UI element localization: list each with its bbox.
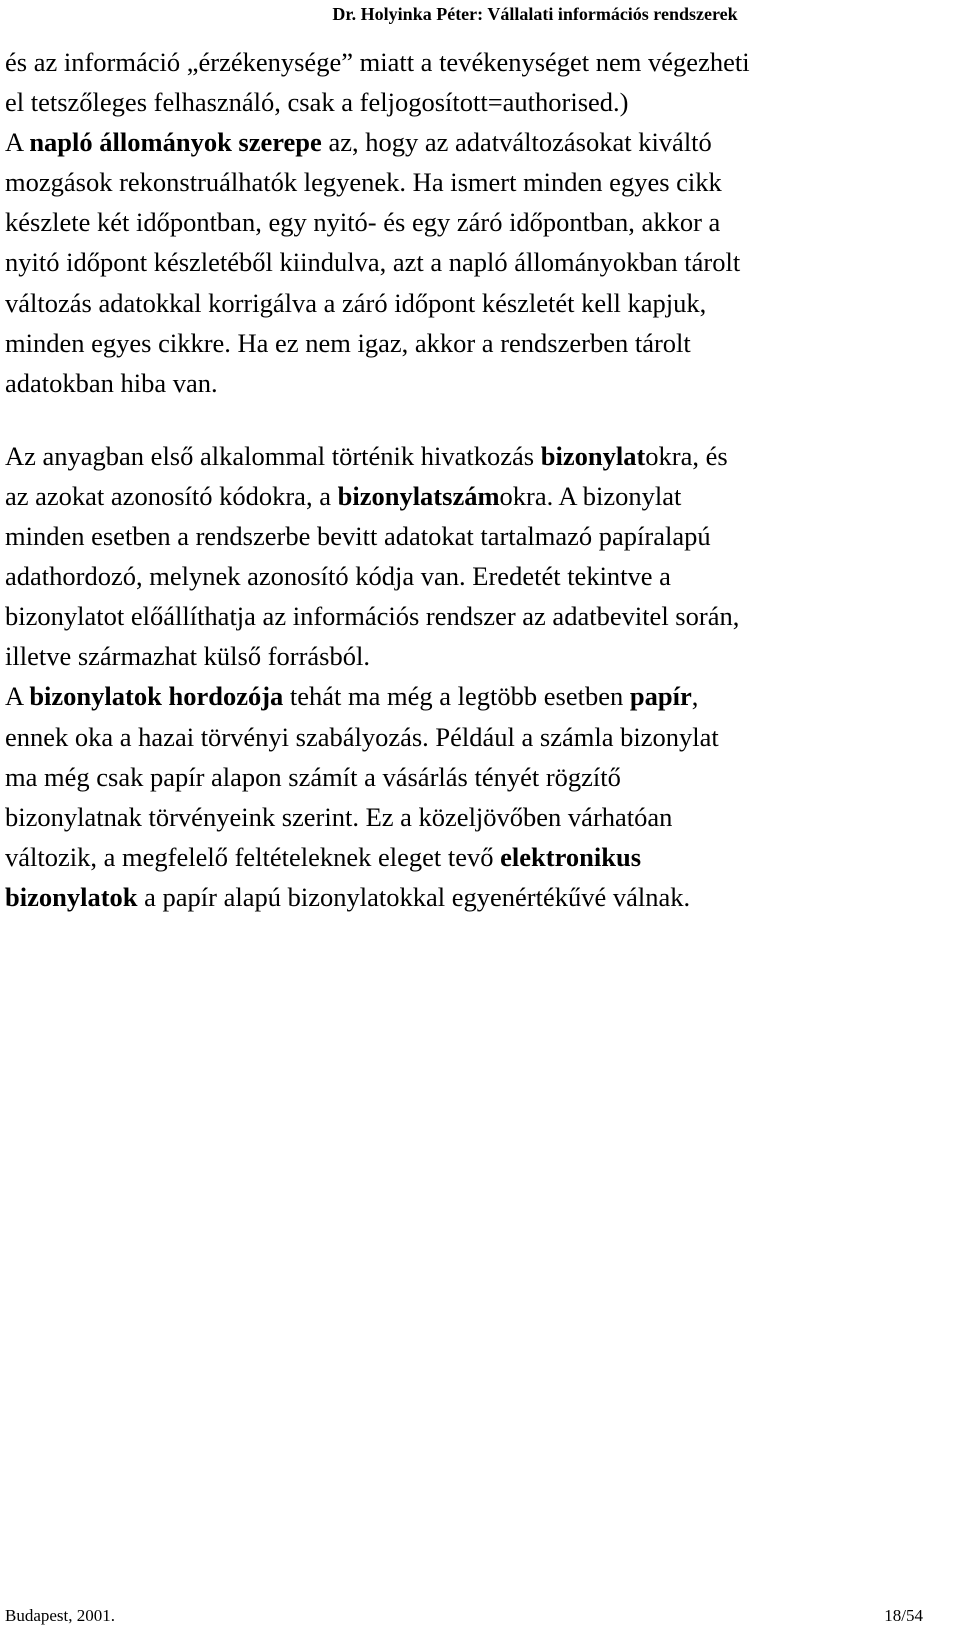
running-header: Dr. Holyinka Péter: Vállalati információs rendszerek [332, 4, 738, 24]
text-run: okra, és [645, 440, 728, 471]
text-run: Az anyagban első alkalommal történik hivatkozás [5, 440, 541, 471]
text-run: az, hogy az adatváltozásokat kiváltó [321, 127, 712, 158]
text-line: ma még csak papír alapon számít a vásárlás tényét rögzítő [5, 761, 621, 792]
text-run: az azokat azonosító kódokra, a [5, 480, 338, 511]
text-run: tehát ma még a legtöbb esetben [283, 681, 630, 712]
text-line: ennek oka a hazai törvényi szabályozás. Például a számla bizonylat [5, 721, 719, 752]
bold-term-papir: papír [629, 681, 692, 712]
bold-term-bizonylatok: bizonylatok [5, 881, 138, 912]
text-line [5, 122, 940, 162]
text-line: bizonylatnak törvényeink szerint. Ez a közeljövőben várhatóan [5, 801, 673, 832]
bold-term-naplo-allomanyok: napló állományok szerepe [29, 127, 322, 158]
bold-term-elektronikus: elektronikus [500, 841, 642, 872]
text-line [5, 877, 940, 917]
bold-term-bizonylatszam: bizonylatszám [337, 480, 500, 511]
text-line: adatokban hiba van. [5, 367, 218, 398]
text-run: változik, a megfelelő feltételeknek eleget tevő [5, 841, 501, 872]
text-line: illetve származhat külső forrásból. [5, 641, 370, 672]
text-line: és az információ „érzékenysége” miatt a tevékenységet nem végezheti [5, 47, 750, 77]
text-line: készlete két időpontban, egy nyitó- és egy záró időpontban, akkor a [5, 207, 721, 238]
paragraph-2 [5, 436, 940, 917]
bold-term-bizonylatok-hordozoja: bizonylatok hordozója [29, 681, 284, 712]
text-line: bizonylatot előállíthatja az információs rendszer az adatbevitel során, [5, 601, 740, 632]
text-line [5, 436, 940, 476]
text-line: változás adatokkal korrigálva a záró időpont készletét kell kapjuk, [5, 287, 707, 318]
body-text [5, 42, 940, 917]
text-line: minden egyes cikkre. Ha ez nem igaz, akkor a rendszerben tárolt [5, 327, 691, 358]
text-run: A [5, 681, 30, 712]
paragraph-gap [5, 403, 940, 436]
text-line: nyitó időpont készletéből kiindulva, azt a napló állományokban tárolt [5, 247, 741, 278]
text-line [5, 676, 940, 716]
text-line: minden esetben a rendszerbe bevitt adatokat tartalmazó papíralapú [5, 521, 711, 552]
bold-term-bizonylat: bizonylat [540, 440, 646, 471]
footer-place-date: Budapest, 2001. [5, 1606, 116, 1625]
text-line: el tetszőleges felhasználó, csak a feljogosított=authorised.) [5, 87, 629, 118]
paragraph-1 [5, 42, 940, 403]
text-run: a papír alapú bizonylatokkal egyenértékűvé válnak. [137, 881, 691, 912]
page-number: 18/54 [884, 1606, 923, 1625]
text-line [5, 476, 940, 516]
text-run: A [5, 127, 30, 158]
text-run: , [691, 681, 699, 712]
text-run: okra. A bizonylat [499, 480, 682, 511]
text-line: mozgások rekonstruálhatók legyenek. Ha ismert minden egyes cikk [5, 167, 722, 198]
text-line: adathordozó, melynek azonosító kódja van. Eredetét tekintve a [5, 561, 671, 592]
text-line [5, 837, 940, 877]
